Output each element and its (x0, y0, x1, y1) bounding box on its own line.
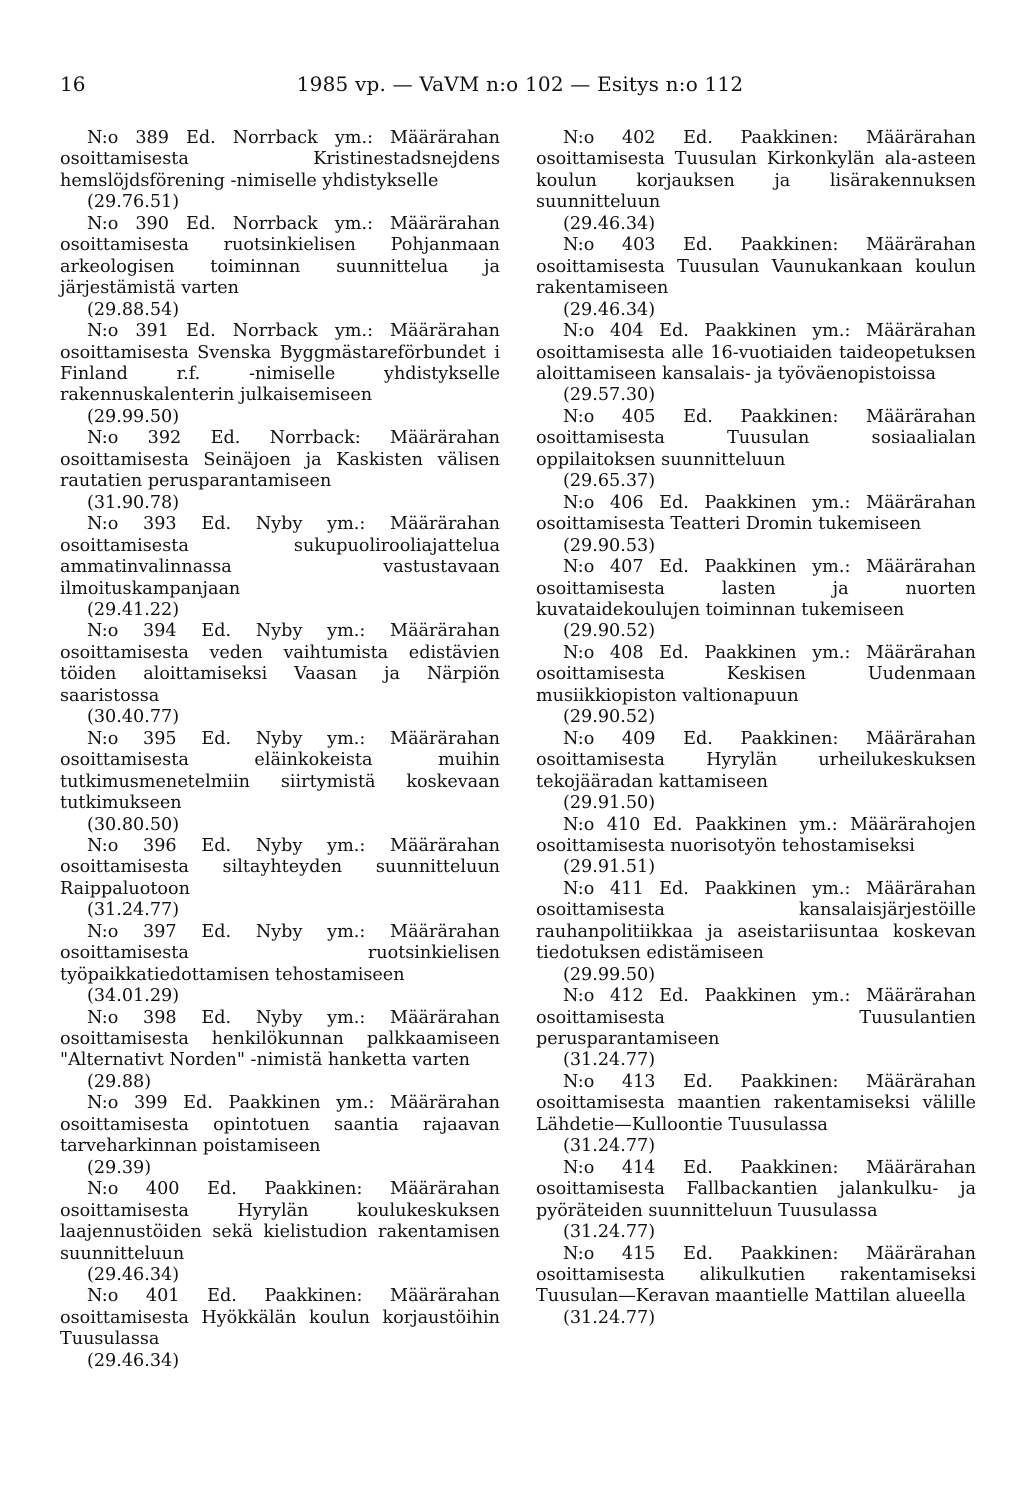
motion-text: N:o 403 Ed. Paakkinen: Määrärahan osoittamisesta Tuusulan Vaunukankaan koulun rakentamiseen (536, 235, 976, 299)
budget-item-code: (29.90.52) (563, 707, 656, 728)
motion-text: N:o 389 Ed. Norrback ym.: Määrärahan osoittamisesta Kristinestadsnejdens hemslöjdsförening -nimiselle yhdistykselle (60, 128, 500, 191)
budget-item-code: (30.80.50) (87, 814, 180, 835)
budget-item-code: (29.46.34) (87, 1350, 180, 1371)
motion-entry (60, 621, 500, 728)
motion-entry (536, 1158, 976, 1244)
motion-text: N:o 391 Ed. Norrback ym.: Määrärahan osoittamisesta Svenska Byggmästareförbundet i Finland r.f. -nimiselle yhdistykselle rakennuskalenterin julkaisemiseen (60, 321, 500, 406)
motion-text: N:o 408 Ed. Paakkinen ym.: Määrärahan osoittamisesta Keskisen Uudenmaan musiikkiopiston valtionapuun (536, 642, 976, 706)
motion-text: N:o 407 Ed. Paakkinen ym.: Määrärahan osoittamisesta lasten ja nuorten kuvataidekoulujen toiminnan tukemiseen (536, 557, 976, 620)
motion-text: N:o 412 Ed. Paakkinen ym.: Määrärahan osoittamisesta Tuusulantien perusparantamiseen (536, 986, 976, 1050)
motion-text: N:o 413 Ed. Paakkinen: Määrärahan osoittamisesta maantien rakentamiseksi välille Lähdetie—Kulloontie Tuusulassa (536, 1071, 976, 1135)
motion-text: N:o 410 Ed. Paakkinen ym.: Määrärahojen osoittamisesta nuorisotyön tehostamiseksi (536, 814, 976, 856)
motion-text: N:o 406 Ed. Paakkinen ym.: Määrärahan osoittamisesta Teatteri Dromin tukemiseen (536, 492, 976, 535)
motion-text: N:o 396 Ed. Nyby ym.: Määrärahan osoittamisesta siltayhteyden suunnitteluun Raippaluotoon (60, 835, 500, 899)
motion-text: N:o 390 Ed. Norrback ym.: Määrärahan osoittamisesta ruotsinkielisen Pohjanmaan arkeologisen toiminnan suunnittelua ja järjestämistä varten (60, 213, 500, 299)
motion-text: N:o 392 Ed. Norrback: Määrärahan osoittamisesta Seinäjoen ja Kaskisten välisen rautatien perusparantamiseen (60, 428, 500, 492)
budget-item-code: (29.88) (87, 1071, 152, 1092)
motion-entry (60, 1179, 500, 1286)
motion-entry (60, 214, 500, 321)
budget-item-code: (29.99.50) (563, 964, 656, 985)
motion-entry (536, 128, 976, 235)
motion-entry (536, 1072, 976, 1158)
budget-item-code: (34.01.29) (87, 986, 180, 1007)
motion-entry (60, 1286, 500, 1372)
motion-entry (536, 493, 976, 557)
motion-entry (536, 235, 976, 321)
motion-text: N:o 404 Ed. Paakkinen ym.: Määrärahan osoittamisesta alle 16-vuotiaiden taideopetuksen aloittamiseen kansalais- ja työväenopistoissa (536, 321, 976, 384)
motion-entry (536, 557, 976, 643)
budget-item-code: (31.24.77) (87, 900, 180, 921)
motion-text: N:o 397 Ed. Nyby ym.: Määrärahan osoittamisesta ruotsinkielisen työpaikkatiedottamisen tehostamiseen (60, 921, 500, 985)
budget-item-code: (29.90.52) (563, 621, 656, 642)
motion-entry (60, 1008, 500, 1094)
motion-entry (536, 815, 976, 879)
motion-text: N:o 409 Ed. Paakkinen: Määrärahan osoittamisesta Hyrylän urheilukeskuksen tekojääradan kattamiseen (536, 728, 976, 792)
budget-item-code: (29.99.50) (87, 406, 180, 427)
motion-text: N:o 402 Ed. Paakkinen: Määrärahan osoittamisesta Tuusulan Kirkonkylän ala-asteen koulun korjauksen ja lisärakennuksen suunnitteluun (536, 128, 976, 213)
motion-entry (60, 514, 500, 621)
motion-text: N:o 415 Ed. Paakkinen: Määrärahan osoittamisesta alikulkutien rakentamiseksi Tuusulan—Keravan maantielle Mattilan alueella (536, 1243, 976, 1307)
motion-text: N:o 414 Ed. Paakkinen: Määrärahan osoittamisesta Fallbackantien jalankulku- ja pyöräteiden suunnitteluun Tuusulassa (536, 1157, 976, 1221)
budget-item-code: (29.91.51) (563, 857, 656, 878)
budget-item-code: (29.88.54) (87, 299, 180, 320)
motion-entry (536, 879, 976, 986)
running-head: 1985 vp. — VaVM n:o 102 — Esitys n:o 112 (296, 72, 744, 96)
motion-entry (536, 643, 976, 729)
motion-text: N:o 399 Ed. Paakkinen ym.: Määrärahan osoittamisesta opintotuen saantia rajaavan tarveharkinnan poistamiseen (60, 1093, 500, 1157)
motion-entry (60, 729, 500, 836)
page-number: 16 (60, 72, 86, 96)
motion-text: N:o 398 Ed. Nyby ym.: Määrärahan osoittamisesta henkilökunnan palkkaamiseen "Alternativt Norden" -nimistä hanketta varten (60, 1007, 500, 1071)
left-column (60, 128, 500, 1372)
motion-entry (60, 128, 500, 214)
budget-item-code: (29.46.34) (563, 299, 656, 320)
budget-item-code: (29.90.53) (563, 535, 656, 556)
budget-item-code: (29.65.37) (563, 471, 656, 492)
motion-text: N:o 400 Ed. Paakkinen: Määrärahan osoittamisesta Hyrylän koulukeskuksen laajennustöiden sekä kielistudion rakentamisen suunnitteluun (60, 1179, 500, 1264)
budget-item-code: (29.91.50) (563, 793, 656, 814)
motion-entry (60, 428, 500, 514)
budget-item-code: (31.90.78) (87, 492, 180, 513)
motion-entry (536, 321, 976, 407)
motion-text: N:o 401 Ed. Paakkinen: Määrärahan osoittamisesta Hyökkälän koulun korjaustöihin Tuusulassa (60, 1286, 500, 1350)
motion-entry (60, 836, 500, 922)
budget-item-code: (31.24.77) (563, 1222, 656, 1243)
budget-item-code: (29.46.34) (563, 213, 656, 234)
motion-text: N:o 394 Ed. Nyby ym.: Määrärahan osoittamisesta veden vaihtumista edistävien töiden aloittamiseksi Vaasan ja Närpiön saaristossa (60, 621, 500, 706)
motion-text: N:o 393 Ed. Nyby ym.: Määrärahan osoittamisesta sukupuolirooliajattelua ammatinvalinnassa vastustavaan ilmoituskampanjaan (60, 514, 500, 599)
motion-entry (536, 407, 976, 493)
motion-entry (536, 1244, 976, 1330)
budget-item-code: (29.41.22) (87, 599, 180, 620)
motion-entry (60, 1093, 500, 1179)
budget-item-code: (29.39) (87, 1157, 152, 1178)
motion-text: N:o 395 Ed. Nyby ym.: Määrärahan osoittamisesta eläinkokeista muihin tutkimusmenetelmiin siirtymistä koskevaan tutkimukseen (60, 728, 500, 814)
right-column (536, 128, 976, 1329)
motion-entry (536, 986, 976, 1072)
budget-item-code: (30.40.77) (87, 707, 180, 728)
motion-entry (536, 729, 976, 815)
budget-item-code: (31.24.77) (563, 1136, 656, 1157)
budget-item-code: (31.24.77) (563, 1307, 656, 1328)
motion-entry (60, 922, 500, 1008)
motion-text: N:o 405 Ed. Paakkinen: Määrärahan osoittamisesta Tuusulan sosiaalialan oppilaitoksen suunnitteluun (536, 406, 976, 470)
motion-text: N:o 411 Ed. Paakkinen ym.: Määrärahan osoittamisesta kansalaisjärjestöille rauhanpolitiikkaa ja aseistariisuntaa koskevan tiedotuksen edistämiseen (536, 878, 976, 964)
budget-item-code: (29.46.34) (87, 1265, 180, 1286)
motion-entry (60, 321, 500, 428)
budget-item-code: (29.57.30) (563, 385, 656, 406)
budget-item-code: (29.76.51) (87, 192, 180, 213)
budget-item-code: (31.24.77) (563, 1050, 656, 1071)
page-header (60, 72, 980, 98)
